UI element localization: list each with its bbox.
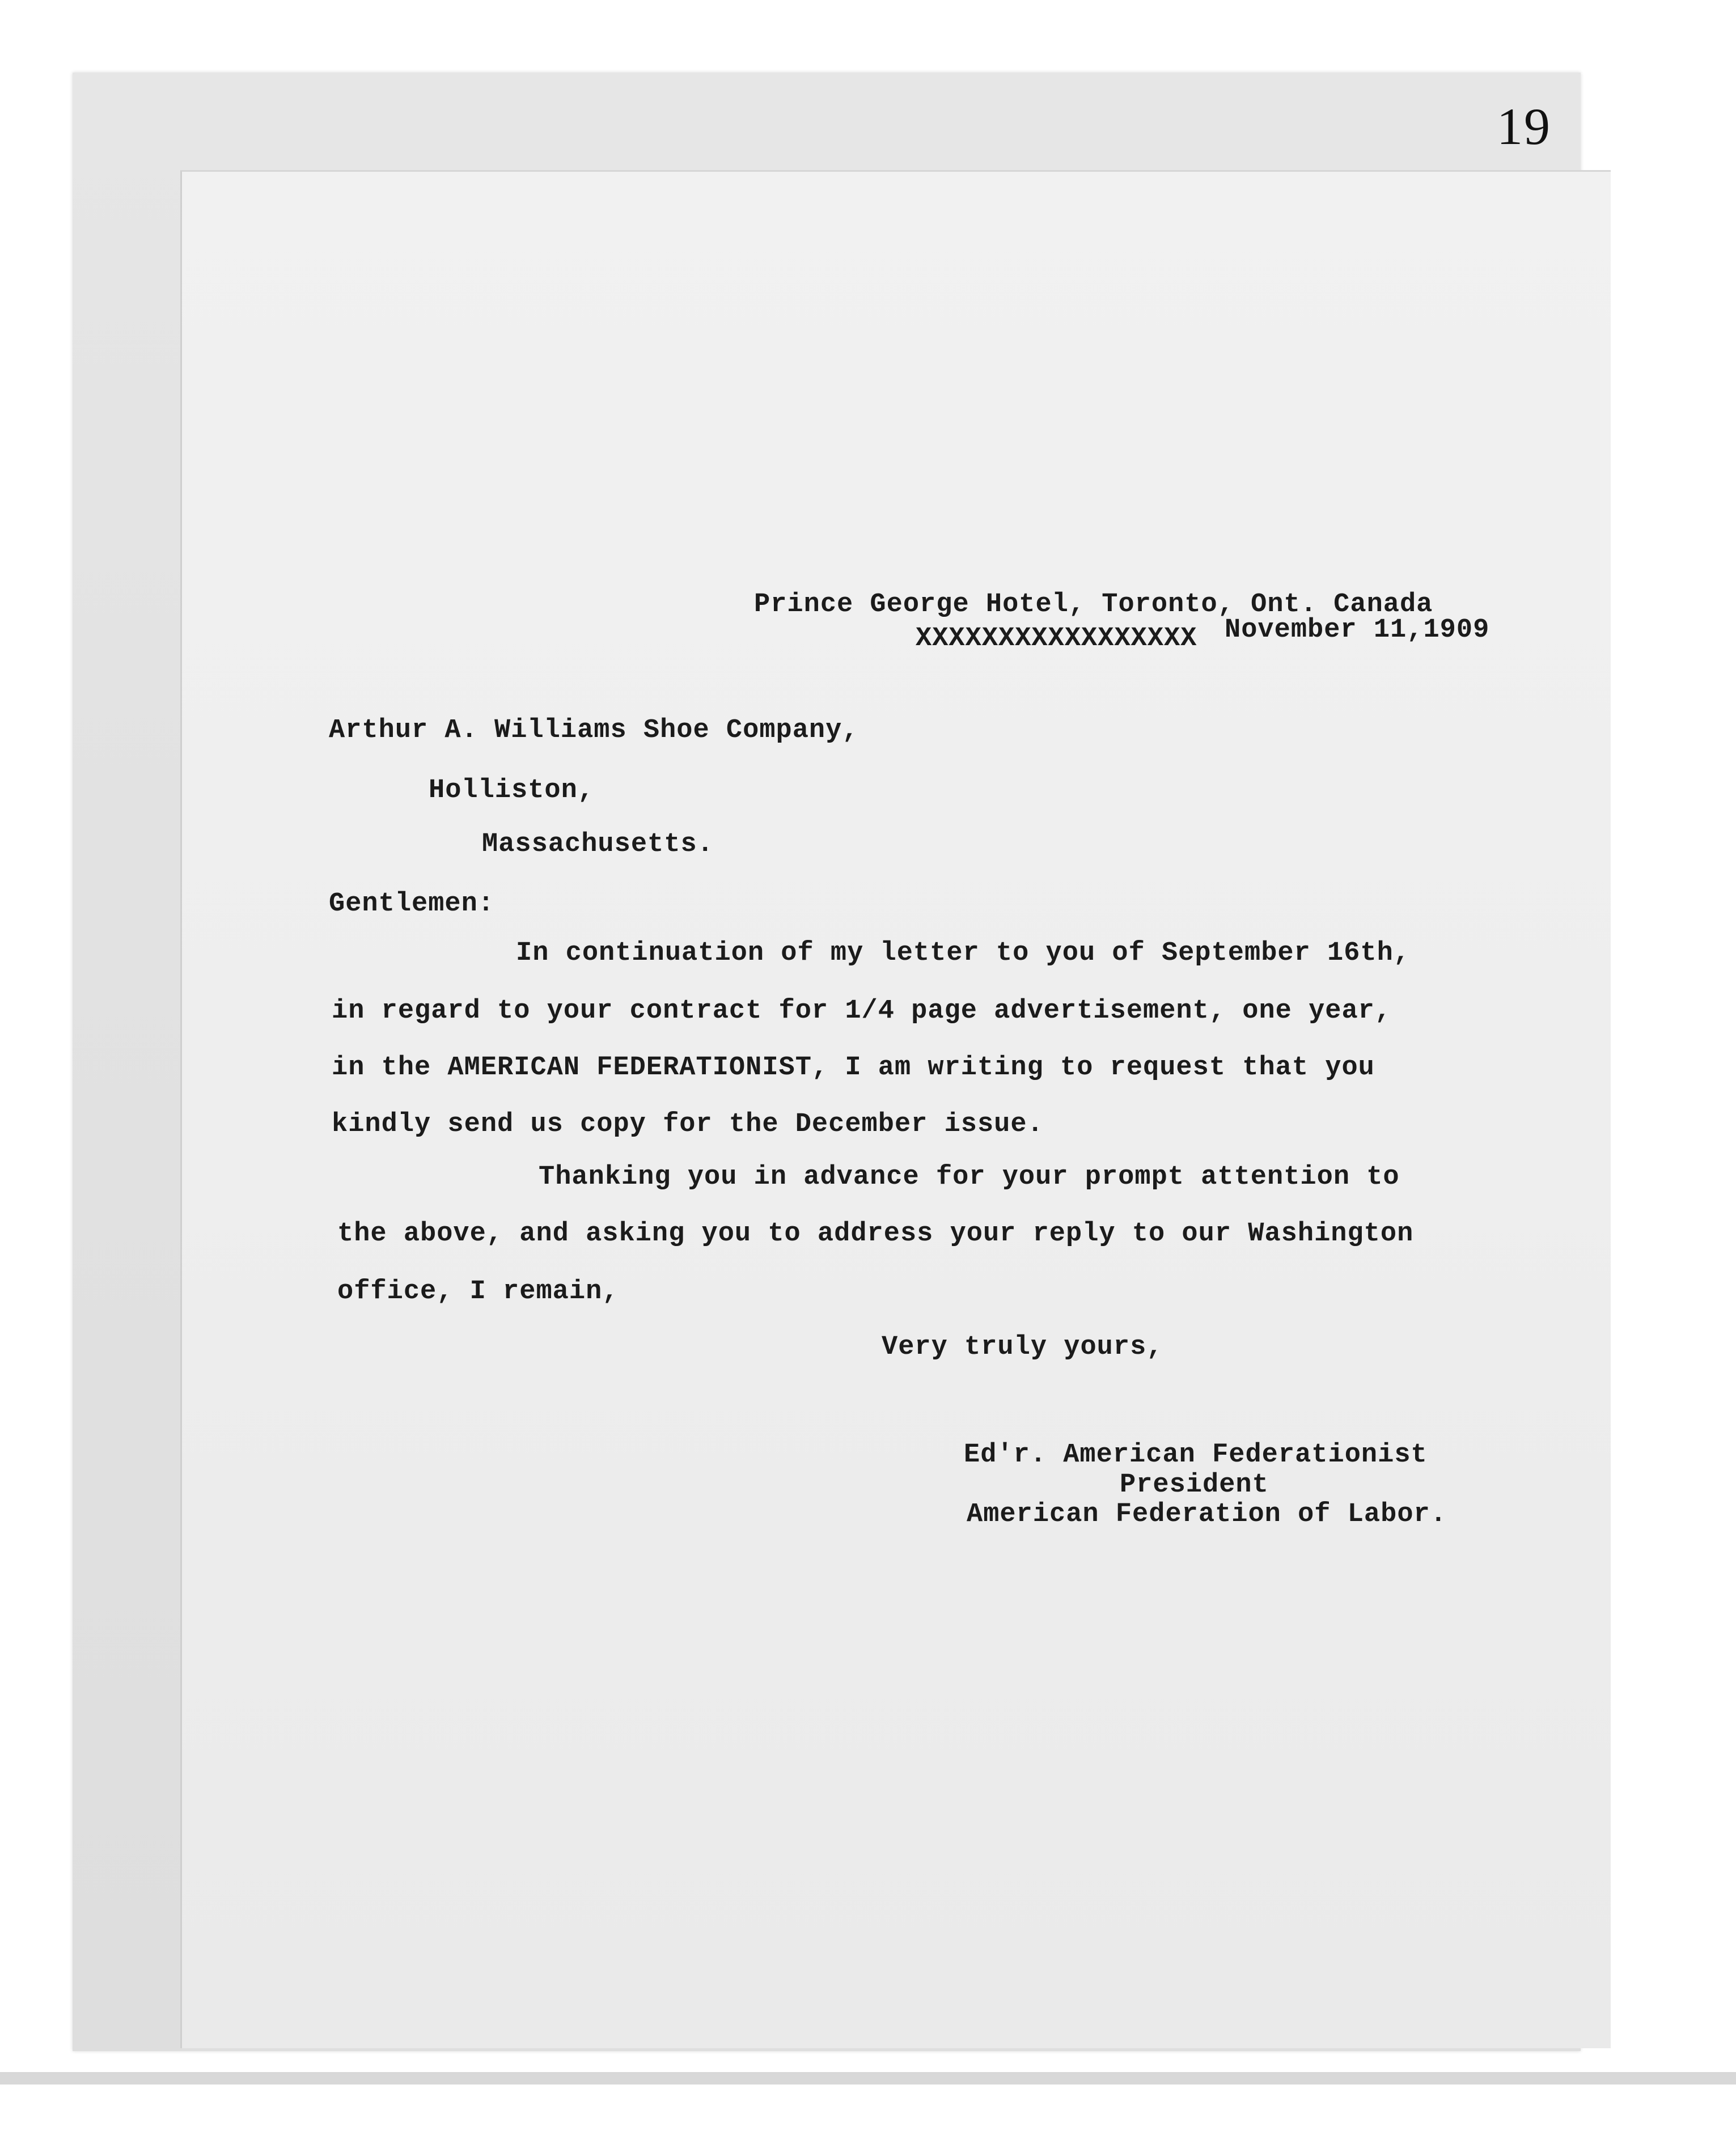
signature-line-2: President — [1120, 1470, 1269, 1500]
letterhead-place: Prince George Hotel, Toronto, Ont. Canada — [754, 590, 1433, 620]
letter-date: November 11,1909 — [1225, 615, 1490, 645]
closing: Very truly yours, — [882, 1332, 1163, 1362]
body-line-4: kindly send us copy for the December issue. — [332, 1109, 1044, 1139]
body-line-3: in the AMERICAN FEDERATIONIST, I am writing to request that you — [332, 1053, 1375, 1083]
body-line-1: In continuation of my letter to you of September 16th, — [516, 938, 1411, 968]
bottom-band — [0, 2072, 1736, 2085]
signature-line-3: American Federation of Labor. — [967, 1499, 1447, 1530]
recipient-line-3: Massachusetts. — [482, 829, 714, 859]
signature-line-1: Ed'r. American Federationist — [964, 1440, 1428, 1470]
salutation: Gentlemen: — [329, 889, 495, 919]
recipient-line-1: Arthur A. Williams Shoe Company, — [329, 715, 859, 745]
recipient-line-2: Holliston, — [429, 776, 595, 806]
body-line-6: the above, and asking you to address your reply to our Washington — [337, 1219, 1414, 1249]
letterhead-struck: XXXXXXXXXXXXXXXXX — [916, 624, 1197, 654]
body-line-5: Thanking you in advance for your prompt attention to — [539, 1162, 1400, 1192]
page-number: 19 — [1497, 98, 1551, 155]
body-line-7: office, I remain, — [337, 1277, 619, 1307]
body-line-2: in regard to your contract for 1/4 page advertisement, one year, — [332, 996, 1392, 1026]
